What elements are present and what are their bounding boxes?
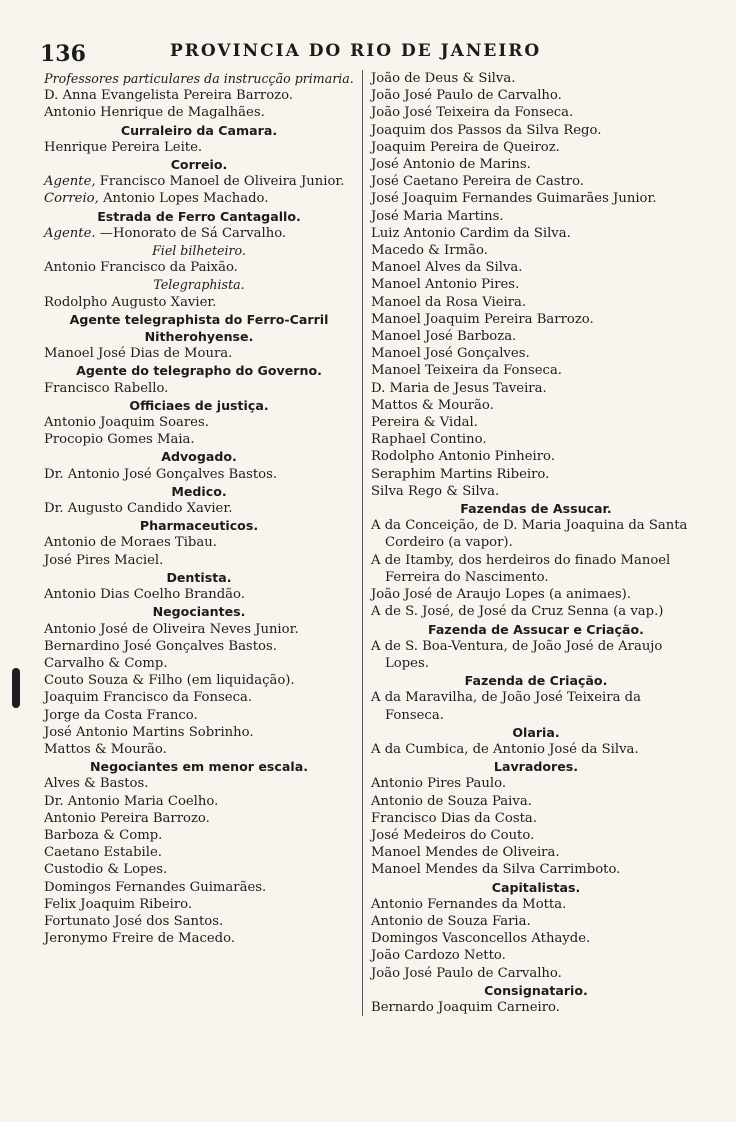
list-item	[44, 534, 354, 551]
list-item	[44, 724, 354, 741]
entry-text: João Cardozo Netto.	[371, 948, 506, 964]
entry-text: Joaquim dos Passos da Silva Rego.	[371, 122, 602, 138]
list-item	[371, 466, 701, 483]
entry-text: Dr. Antonio Maria Coelho.	[44, 793, 219, 809]
entry-text: Manoel Antonio Pires.	[371, 277, 520, 293]
list-item	[44, 380, 354, 397]
list-item	[44, 500, 354, 517]
list-item	[44, 707, 354, 724]
list-item	[371, 810, 701, 827]
list-item	[44, 87, 354, 104]
list-item	[44, 655, 354, 672]
section-heading: Professores particulares da instrucção primaria.	[44, 71, 354, 86]
list-item	[44, 225, 354, 242]
list-item	[371, 242, 701, 259]
entry-text: Manoel José Gonçalves.	[371, 346, 530, 362]
list-item	[371, 431, 701, 448]
right-column	[362, 70, 701, 1016]
section-heading: Curraleiro da Camara.	[120, 122, 278, 138]
list-item	[371, 362, 701, 379]
entry-text: Bernardino José Gonçalves Bastos.	[44, 638, 277, 654]
entry-text: D. Anna Evangelista Pereira Barrozo.	[44, 88, 294, 104]
list-item	[371, 87, 701, 104]
list-item	[371, 483, 701, 500]
entry-text: João José Paulo de Carvalho.	[371, 965, 562, 981]
entry-text: João José de Araujo Lopes (a animaes).	[371, 587, 632, 603]
list-item	[371, 913, 701, 930]
section-heading: Telegraphista.	[153, 277, 245, 293]
list-item	[371, 225, 701, 242]
section-heading: Agente do telegrapho do Governo.	[76, 363, 322, 379]
entry-text: A de S. Boa-Ventura, de João José de Araujo Lopes.	[371, 638, 663, 671]
entry-text: Antonio Pereira Barrozo.	[44, 810, 210, 826]
list-item	[44, 672, 354, 689]
list-item	[44, 294, 354, 311]
section-heading: Fazendas de Assucar.	[460, 501, 612, 517]
list-item	[371, 173, 701, 190]
entry-text: Raphael Contino.	[371, 432, 487, 448]
list-item	[371, 70, 701, 87]
list-item	[44, 621, 354, 638]
binding-mark	[12, 668, 20, 708]
list-item	[44, 190, 354, 207]
entry-text: Francisco Dias da Costa.	[371, 810, 537, 826]
page-number: 136	[40, 41, 86, 67]
entry-text: Antonio Dias Coelho Brandão.	[44, 587, 245, 603]
entry-text: Antonio de Souza Faria.	[371, 913, 531, 929]
list-item	[371, 208, 701, 225]
list-item	[371, 276, 701, 293]
section-heading: Fazenda de Assucar e Criação.	[428, 621, 644, 637]
entry-text: Manoel da Rosa Vieira.	[371, 294, 527, 310]
entry-text: Francisco Manoel de Oliveira Junior.	[99, 174, 345, 190]
list-item	[371, 689, 701, 723]
list-item	[371, 139, 701, 156]
section-heading: Advogado.	[161, 449, 237, 465]
list-item	[371, 104, 701, 121]
section-heading: Agente telegraphista do Ferro-Carril Nitherohyense.	[69, 311, 329, 345]
entry-text: Dr. Augusto Candido Xavier.	[44, 501, 233, 517]
entry-text: Antonio Francisco da Paixão.	[44, 260, 238, 276]
entry-text: João José Teixeira da Fonseca.	[371, 105, 574, 121]
left-column	[44, 70, 354, 947]
entry-text: Caetano Estabile.	[44, 845, 162, 861]
list-item	[44, 879, 354, 896]
list-item	[371, 844, 701, 861]
role-label: Correio,	[44, 191, 99, 207]
list-item	[371, 827, 701, 844]
role-label: Agente,	[44, 174, 96, 190]
section-heading: Fazenda de Criação.	[464, 673, 608, 689]
section-heading: Estrada de Ferro Cantagallo.	[97, 208, 301, 224]
entry-text: Antonio de Moraes Tibau.	[44, 535, 217, 551]
list-item	[44, 414, 354, 431]
list-item	[371, 517, 701, 551]
entry-text: Mattos & Mourão.	[371, 397, 494, 413]
entry-text: Procopio Gomes Maia.	[44, 432, 195, 448]
entry-text: Joaquim Pereira de Queiroz.	[371, 139, 560, 155]
list-item	[371, 448, 701, 465]
list-item	[44, 844, 354, 861]
list-item	[371, 861, 701, 878]
entry-text: Fortunato José dos Santos.	[44, 913, 224, 929]
entry-text: Barboza & Comp.	[44, 827, 163, 843]
entry-text: Rodolpho Antonio Pinheiro.	[371, 449, 555, 465]
section-heading: Correio.	[170, 157, 228, 173]
entry-text: D. Maria de Jesus Taveira.	[371, 380, 547, 396]
entry-text: José Joaquim Fernandes Guimarães Junior.	[371, 191, 657, 207]
list-item	[44, 741, 354, 758]
list-item	[371, 328, 701, 345]
list-item	[44, 827, 354, 844]
entry-text: José Antonio de Marins.	[371, 157, 531, 173]
list-item	[371, 775, 701, 792]
entry-text: A da Cumbica, de Antonio José da Silva.	[371, 741, 639, 757]
list-item	[44, 638, 354, 655]
entry-text: Manoel Joaquim Pereira Barrozo.	[371, 311, 594, 327]
list-item	[44, 689, 354, 706]
entry-text: Mattos & Mourão.	[44, 741, 167, 757]
entry-text: Manoel Teixeira da Fonseca.	[371, 363, 562, 379]
list-item	[44, 345, 354, 362]
entry-text: Couto Souza & Filho (em liquidação).	[44, 673, 295, 689]
list-item	[371, 311, 701, 328]
list-item	[44, 930, 354, 947]
entry-text: A da Conceição, de D. Maria Joaquina da Santa Cordeiro (a vapor).	[371, 518, 688, 551]
role-label: Agente.	[44, 225, 96, 241]
list-item	[371, 930, 701, 947]
list-item	[371, 896, 701, 913]
list-item	[371, 999, 701, 1016]
list-item	[371, 122, 701, 139]
entry-text: Domingos Vasconcellos Athayde.	[371, 931, 591, 947]
list-item	[371, 380, 701, 397]
list-item	[371, 965, 701, 982]
list-item	[44, 431, 354, 448]
section-heading: Fiel bilheteiro.	[152, 243, 246, 259]
entry-text: José Antonio Martins Sobrinho.	[44, 724, 254, 740]
section-heading: Negociantes.	[152, 604, 246, 620]
list-item	[371, 156, 701, 173]
entry-text: A da Maravilha, de João José Teixeira da Fonseca.	[371, 690, 641, 723]
list-item	[371, 414, 701, 431]
list-item	[44, 775, 354, 792]
entry-text: Joaquim Francisco da Fonseca.	[44, 690, 253, 706]
entry-text: João José Paulo de Carvalho.	[371, 88, 562, 104]
list-item	[371, 397, 701, 414]
entry-text: Pereira & Vidal.	[371, 415, 478, 431]
list-item	[44, 104, 354, 121]
list-item	[44, 466, 354, 483]
entry-text: Henrique Pereira Leite.	[44, 139, 203, 155]
list-item	[371, 603, 701, 620]
list-item	[44, 913, 354, 930]
list-item	[44, 173, 354, 190]
entry-text: Luiz Antonio Cardim da Silva.	[371, 225, 571, 241]
entry-text: José Caetano Pereira de Castro.	[371, 174, 584, 190]
entry-text: Manoel Mendes da Silva Carrimboto.	[371, 862, 621, 878]
list-item	[371, 638, 701, 672]
section-heading: Dentista.	[166, 569, 232, 585]
section-heading: Olaria.	[512, 724, 560, 740]
entry-text: Francisco Rabello.	[44, 380, 169, 396]
entry-text: Jorge da Costa Franco.	[44, 707, 198, 723]
entry-text: A de S. José, de José da Cruz Senna (a vap.)	[371, 604, 664, 620]
entry-text: Alves & Bastos.	[44, 776, 149, 792]
entry-text: José Pires Maciel.	[44, 552, 164, 568]
list-item	[371, 294, 701, 311]
section-heading: Negociantes em menor escala.	[90, 759, 308, 775]
entry-text: Dr. Antonio José Gonçalves Bastos.	[44, 466, 278, 482]
entry-text: Manoel José Barboza.	[371, 329, 517, 345]
section-heading: Pharmaceuticos.	[139, 518, 259, 534]
section-heading: Consignatario.	[484, 982, 588, 998]
entry-text: Carvalho & Comp.	[44, 655, 168, 671]
entry-text: Silva Rego & Silva.	[371, 483, 500, 499]
entry-text: Manoel José Dias de Moura.	[44, 346, 233, 362]
entry-text: Antonio José de Oliveira Neves Junior.	[44, 621, 299, 637]
entry-text: Antonio Fernandes da Motta.	[371, 896, 567, 912]
list-item	[44, 793, 354, 810]
list-item	[371, 586, 701, 603]
entry-text: Rodolpho Augusto Xavier.	[44, 294, 217, 310]
entry-text: Antonio Lopes Machado.	[103, 191, 269, 207]
entry-text: Jeronymo Freire de Macedo.	[44, 931, 236, 947]
entry-text: Antonio Pires Paulo.	[371, 776, 507, 792]
section-heading: Capitalistas.	[491, 879, 581, 895]
entry-text: Bernardo Joaquim Carneiro.	[371, 999, 560, 1015]
entry-text: Antonio Henrique de Magalhães.	[44, 105, 265, 121]
entry-text: Antonio Joaquim Soares.	[44, 415, 209, 431]
section-heading: Medico.	[171, 483, 227, 499]
section-heading: Lavradores.	[493, 759, 579, 775]
entry-text: —Honorato de Sá Carvalho.	[99, 225, 287, 241]
list-item	[371, 190, 701, 207]
entry-text: Antonio de Souza Paiva.	[371, 793, 532, 809]
entry-text: Custodio & Lopes.	[44, 862, 168, 878]
entry-text: José Medeiros do Couto.	[371, 827, 535, 843]
running-head: PROVINCIA DO RIO DE JANEIRO	[170, 41, 542, 61]
list-item	[44, 861, 354, 878]
list-item	[44, 139, 354, 156]
entry-text: Domingos Fernandes Guimarães.	[44, 879, 267, 895]
list-item	[44, 552, 354, 569]
entry-text: João de Deus & Silva.	[371, 71, 516, 86]
list-item	[371, 741, 701, 758]
list-item	[371, 345, 701, 362]
entry-text: Seraphim Martins Ribeiro.	[371, 466, 550, 482]
entry-text: Manoel Alves da Silva.	[371, 260, 523, 276]
list-item	[371, 552, 701, 586]
list-item	[44, 810, 354, 827]
entry-text: José Maria Martins.	[371, 208, 504, 224]
list-item	[44, 259, 354, 276]
list-item	[44, 586, 354, 603]
section-heading: Officiaes de justiça.	[129, 397, 269, 413]
list-item	[371, 793, 701, 810]
list-item	[371, 947, 701, 964]
entry-text: A de Itamby, dos herdeiros do finado Manoel Ferreira do Nascimento.	[371, 552, 671, 585]
entry-text: Felix Joaquim Ribeiro.	[44, 896, 193, 912]
list-item	[44, 896, 354, 913]
list-item	[371, 259, 701, 276]
entry-text: Manoel Mendes de Oliveira.	[371, 845, 560, 861]
entry-text: Macedo & Irmão.	[371, 243, 488, 259]
